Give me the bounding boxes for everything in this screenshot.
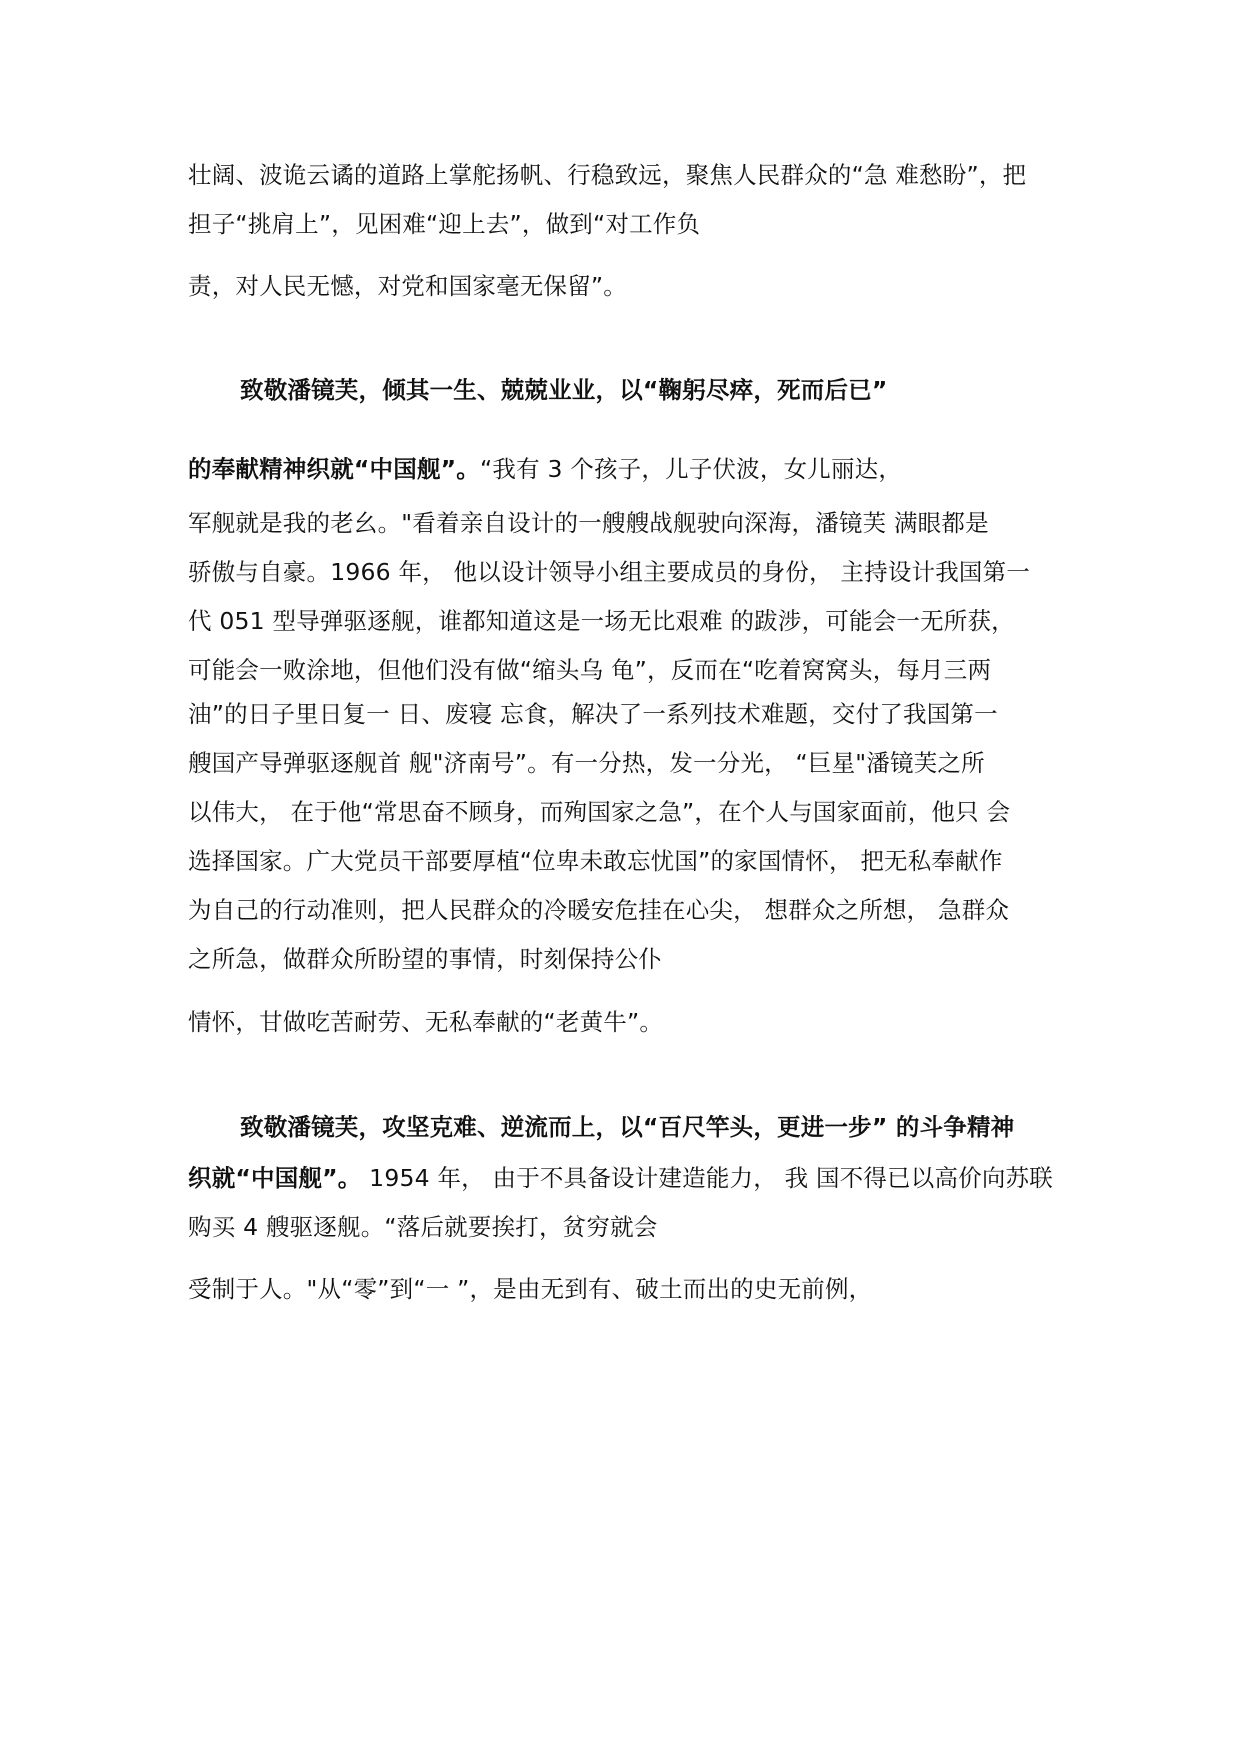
line-text: 壮阔、波诡云谲的道路上掌舵扬帆、行稳致远，聚焦人民群众的“急 难愁盼”，把 [188, 161, 1027, 189]
line-text: 选择国家。广大党员干部要厚植“位卑未敢忘忧国”的家国情怀， 把无私奉献作 [188, 847, 1003, 875]
paragraph-3-line-2 [188, 1161, 1053, 1195]
line-text: 骄傲与自豪。1966 年， 他以设计领导小组主要成员的身份， 主持设计我国第一 [188, 558, 1031, 586]
line-text: 油”的日子里日复一 日、废寝 忘食，解决了一系列技术难题，交付了我国第一 [188, 700, 998, 728]
line-text: 受制于人。"从“零”到“一 ”，是由无到有、破土而出的史无前例， [188, 1275, 873, 1303]
line-text: 为自己的行动准则，把人民群众的冷暖安危挂在心尖， 想群众之所想， 急群众 [188, 896, 1010, 924]
paragraph-1-line-3 [188, 269, 627, 303]
paragraph-1-line-1 [188, 158, 1026, 192]
line-text: 以伟大， 在于他“常思奋不顾身，而殉国家之急”，在个人与国家面前，他只 会 [188, 798, 1011, 826]
paragraph-3-heading-line [240, 1110, 1014, 1144]
heading-text: 的奉献精神织就“中国舰”。 [188, 455, 480, 483]
line-text: 1954 年， 由于不具备设计建造能力， 我 国不得已以高价向苏联 [361, 1164, 1053, 1192]
line-text: 艘国产导弹驱逐舰首 舰"济南号”。有一分热，发一分光， “巨星"潘镜芙之所 [188, 749, 985, 777]
paragraph-2-line-12 [188, 942, 662, 976]
paragraph-2-line-6 [188, 653, 991, 687]
paragraph-3-line-3 [188, 1210, 657, 1244]
line-text: 军舰就是我的老幺。"看着亲自设计的一艘艘战舰驶向深海，潘镜芙 满眼都是 [188, 509, 989, 537]
line-text: 情怀，甘做吃苦耐劳、无私奉献的“老黄牛”。 [188, 1008, 664, 1036]
paragraph-2-line-7 [188, 697, 998, 731]
line-text: 之所急，做群众所盼望的事情，时刻保持公仆 [188, 945, 662, 973]
paragraph-2-line-10 [188, 844, 1003, 878]
paragraph-3-line-4 [188, 1272, 872, 1306]
line-text: 责，对人民无憾，对党和国家毫无保留”。 [188, 272, 627, 300]
line-text: 购买 4 艘驱逐舰。“落后就要挨打，贫穷就会 [188, 1213, 658, 1241]
paragraph-2-line-2 [188, 452, 902, 486]
paragraph-2-line-3 [188, 506, 989, 540]
paragraph-2-line-9 [188, 795, 1010, 829]
paragraph-2-heading-line [240, 373, 888, 407]
line-text: 可能会一败涂地，但他们没有做“缩头乌 龟”，反而在“吃着窝窝头，每月三两 [188, 656, 992, 684]
heading-text: 织就“中国舰”。 [188, 1164, 362, 1192]
paragraph-1-line-2 [188, 207, 700, 241]
paragraph-2-line-8 [188, 746, 985, 780]
line-text: “我有 3 个孩子，儿子伏波，女儿丽达， [480, 455, 903, 483]
paragraph-2-line-11 [188, 893, 1009, 927]
line-text: 担子“挑肩上”，见困难“迎上去”，做到“对工作负 [188, 210, 701, 238]
paragraph-2-line-13 [188, 1005, 663, 1039]
paragraph-2-line-4 [188, 555, 1030, 589]
heading-text: 致敬潘镜芙，倾其一生、兢兢业业，以“鞠躬尽瘁，死而后已” [240, 376, 888, 404]
paragraph-2-line-5 [188, 604, 1015, 638]
line-text: 代 051 型导弹驱逐舰，谁都知道这是一场无比艰难 的跋涉，可能会一无所获， [188, 607, 1015, 635]
heading-text: 致敬潘镜芙，攻坚克难、逆流而上，以“百尺竿头，更进一步” 的斗争精神 [240, 1113, 1015, 1141]
